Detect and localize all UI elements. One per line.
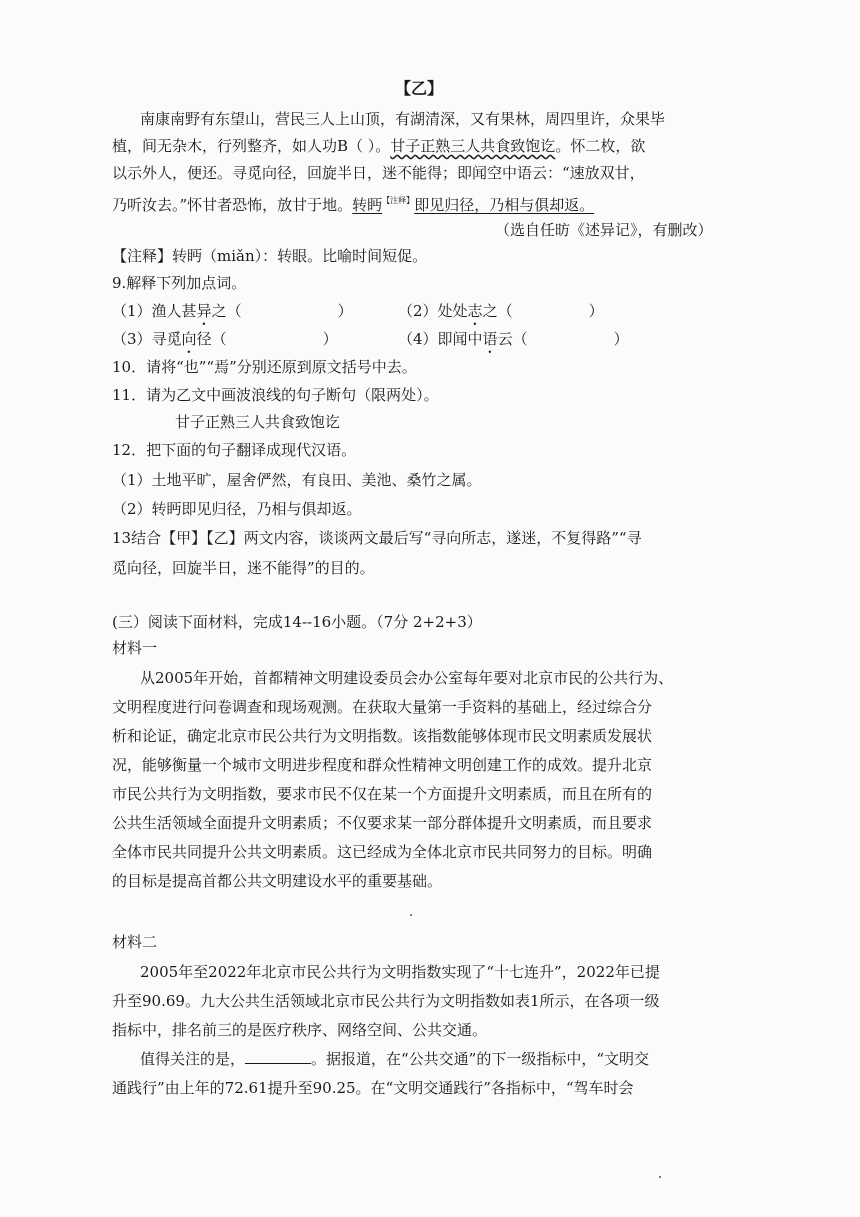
wavy-underlined-sentence: 甘子正熟三人共食致饱讫 [390,137,556,155]
question-9-item-2 [398,300,604,329]
scan-speck [659,1176,661,1178]
material-2-line: 指标中，排名前三的是医疗秩序、网络空间、公共交通。 [112,1021,488,1039]
dotted-word: 志 [467,302,483,320]
passage-yi-line: 南康南野有东望山，营民三人上山顶，有湖清深，又有果林，周四里许，众果毕 [140,110,666,128]
passage-yi-line [112,190,594,216]
item-text: 之（ [211,302,242,320]
material-1-title: 材料一 [112,639,158,657]
question-9-item-3 [112,328,338,357]
passage-yi-title: 【乙】 [395,79,444,98]
question-11-sentence: 甘子正熟三人共食致饱讫 [175,413,341,431]
passage-yi-line [112,135,645,157]
material-1-line: 公共生活领域全面提升文明素质；不仅要求某一部分群体提升文明素质，而且要求 [112,814,653,832]
item-text: ） [337,302,353,320]
note-marker: 【注释】 [382,196,415,205]
annotation-note: 【注释】转眄（miǎn）：转眼。比喻时间短促。 [112,247,428,265]
dotted-word: 语 [482,330,498,348]
material-1-line: 市民公共行为文明指数，要求市民不仅在某一个方面提升文明素质，而且在所有的 [112,785,653,803]
passage-text: 值得关注的是， [140,1050,246,1068]
question-9-title: 9.解释下列加点词。 [112,274,247,292]
item-text: ） [588,302,604,320]
item-text: 之（ [482,302,513,320]
material-1-line: 的目标是提高首都公共文明建设水平的重要基础。 [112,872,443,890]
material-2-line [140,1048,649,1070]
material-2-line: 升至90.69。九大公共生活领域北京市民公共行为文明指数如表1所示，在各项一级 [112,992,660,1010]
passage-text: 乃听汝去。”怀甘者恐怖，放甘于地。 [112,196,353,214]
material-2-line: 2005年至2022年北京市民公共行为文明指数实现了“十七连升”，2022年已提 [140,963,660,981]
item-text: （4）即闻中 [398,330,483,348]
passage-text: 。据报道，在“公共交通”的下一级指标中，“文明交 [311,1050,650,1068]
item-text: （1）渔人甚 [112,302,197,320]
passage-yi-line: 以示外人，便还。寻觅向径，回旋半日，迷不能得；即闻空中语云：“速放双甘， [112,164,645,182]
material-2-title: 材料二 [112,933,158,951]
material-1-line: 文明程度进行问卷调查和现场观测。在获取大量第一手资料的基础上，经过综合分 [112,698,653,716]
question-10: 10．请将“也”“焉”分别还原到原文括号中去。 [112,358,417,376]
item-text: ） [322,330,338,348]
material-1-line: 全体市民共同提升公共文明素质。这已经成为全体北京市民共同努力的目标。明确 [112,843,653,861]
item-text: 云（ [497,330,528,348]
material-1-line: 况，能够衡量一个城市文明进步程度和群众性精神文明创建工作的成效。提升北京 [112,756,653,774]
question-9-item-1 [112,300,353,329]
underlined-sentence: 即见归径，乃相与俱却返。 [414,196,595,214]
question-11: 11．请为乙文中画波浪线的句子断句（限两处）。 [112,386,439,404]
item-text: （3）寻觅 [112,330,182,348]
question-9-item-4 [398,328,629,357]
fill-in-blank[interactable] [245,1049,311,1064]
source-citation: （选自任昉《述异记》，有删改） [495,221,713,239]
section-3-heading: (三）阅读下面材料，完成14--16小题。（7分 2+2+3） [112,613,482,631]
item-text: 径（ [196,330,227,348]
passage-text: 植，间无杂木，行列整齐，如人功B（ ）。 [112,137,391,155]
material-1-line: 析和论证，确定北京市民公共行为文明指数。该指数能够体现市民文明素质发展状 [112,727,653,745]
passage-text: 。怀二枚，欲 [555,137,646,155]
material-2-line: 通践行”由上年的72.61提升至90.25。在“文明交通践行”各指标中，“驾车时会 [112,1079,634,1097]
underlined-sentence: 转眄 [352,196,383,214]
question-12: 12．把下面的句子翻译成现代汉语。 [112,441,357,459]
question-12-item-1: （1）土地平旷，屋舍俨然，有良田、美池、桑竹之属。 [112,471,482,489]
question-13-line: 13结合【甲】【乙】两文内容，谈谈两文最后写“寻向所志，遂迷，不复得路”“寻 [112,529,642,547]
question-13-line: 觅向径，回旋半日，迷不能得”的目的。 [112,559,375,577]
item-text: ） [613,330,629,348]
dotted-word: 异 [196,302,212,320]
dotted-word: 向 [181,330,197,348]
item-text: （2）处处 [398,302,468,320]
material-1-line: 从2005年开始，首都精神文明建设委员会办公室每年要对北京市民的公共行为、 [140,669,674,687]
scan-speck [410,914,412,916]
question-12-item-2: （2）转眄即见归径，乃相与俱却返。 [112,500,362,518]
